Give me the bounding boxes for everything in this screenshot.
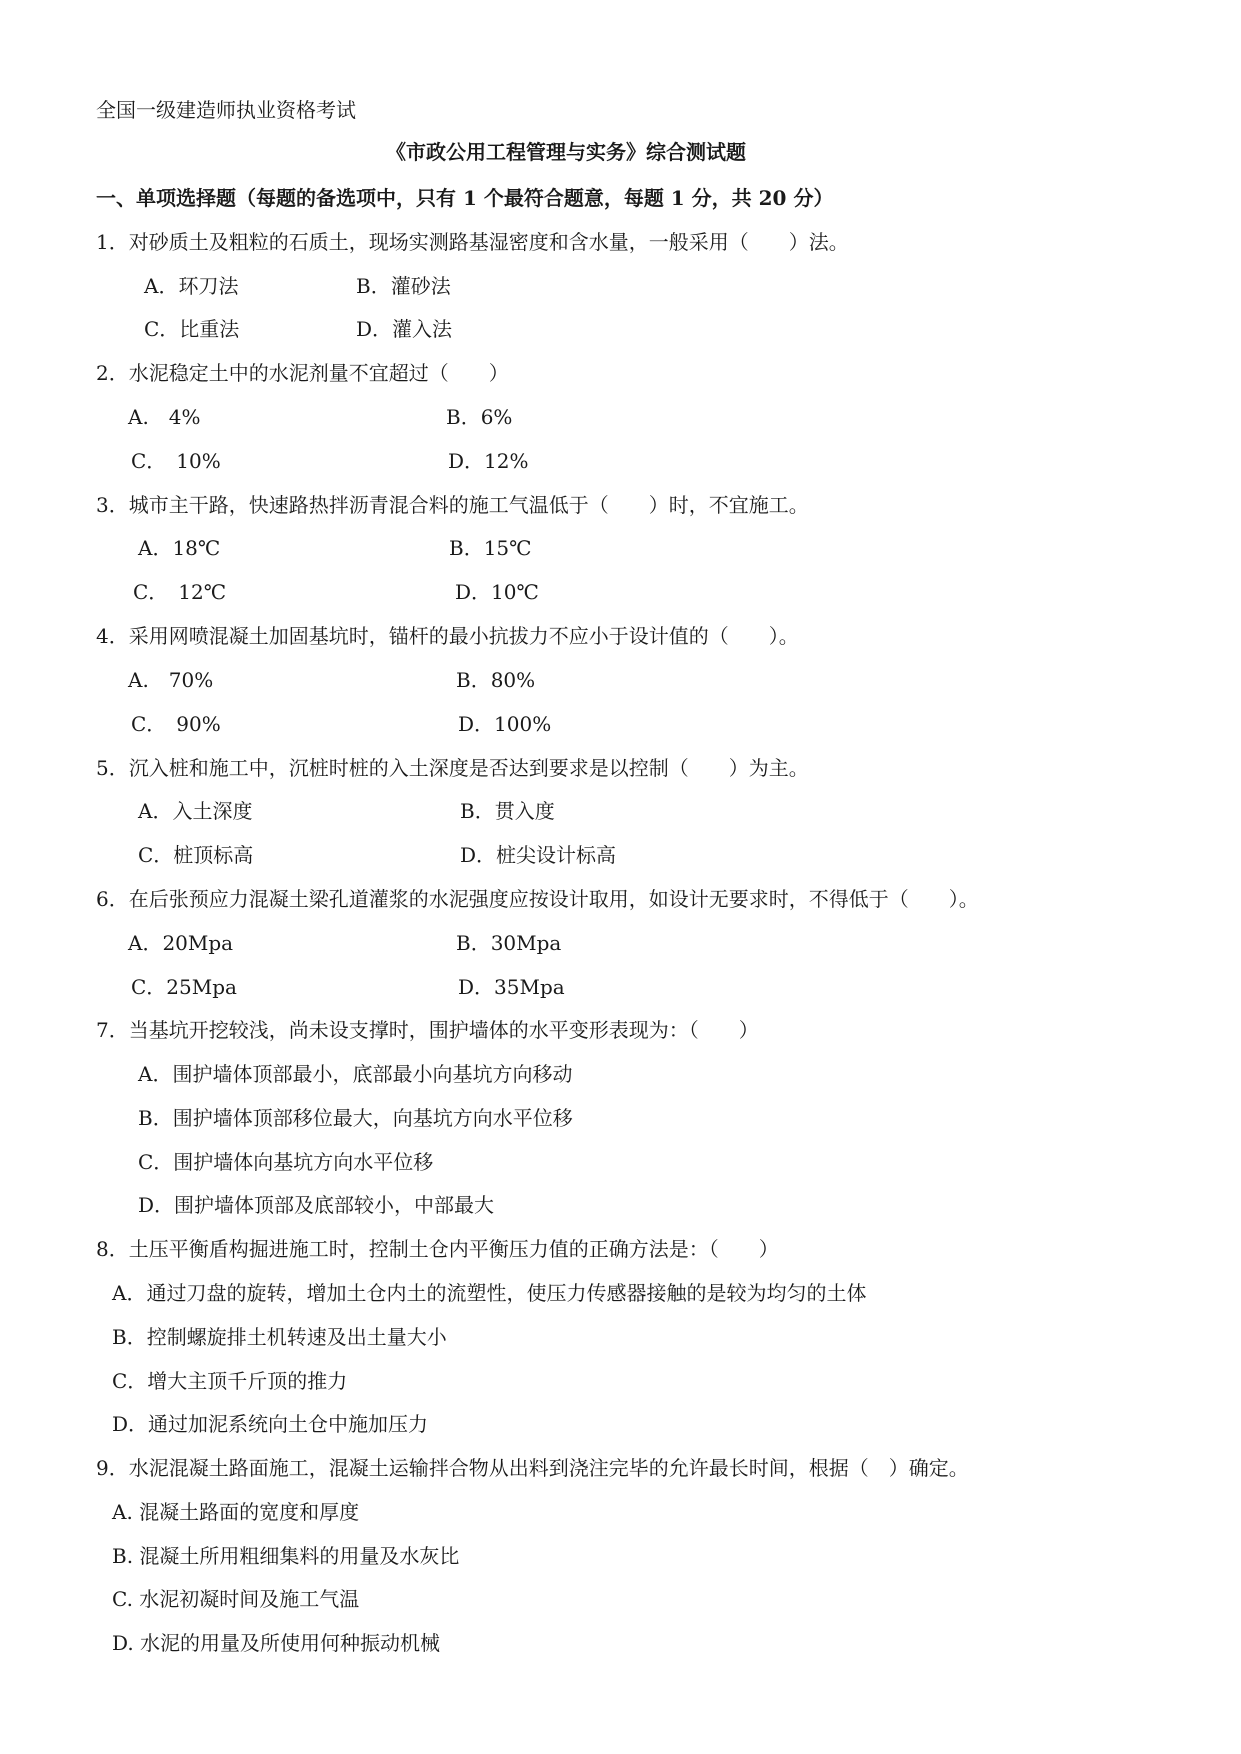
question-9-option-a: A. 混凝土路面的宽度和厚度 (112, 1500, 360, 1524)
question-4-option-a: A. 70% (128, 668, 214, 692)
question-4-option-d: D．100% (458, 712, 552, 736)
question-7-option-a: A．围护墙体顶部最小，底部最小向基坑方向移动 (138, 1062, 573, 1086)
question-5-option-c: C．桩顶标高 (138, 843, 254, 867)
question-7-option-b: B．围护墙体顶部移位最大，向基坑方向水平位移 (138, 1106, 573, 1130)
question-4-option-c: C． 90% (131, 712, 221, 736)
question-4-option-b: B．80% (456, 668, 536, 692)
question-9-stem: 9．水泥混凝土路面施工，混凝土运输拌合物从出料到浇注完毕的允许最长时间，根据（ ）确定。 (96, 1456, 969, 1480)
question-1-option-c: C．比重法 (144, 317, 240, 341)
question-3-option-c: C． 12℃ (133, 580, 227, 604)
question-8-stem: 8．土压平衡盾构掘进施工时，控制土仓内平衡压力值的正确方法是：（ ） (96, 1237, 779, 1261)
question-1-option-b: B．灌砂法 (356, 274, 451, 298)
question-1-stem: 1．对砂质土及粗粒的石质土，现场实测路基湿密度和含水量，一般采用（ ）法。 (96, 230, 849, 254)
question-1-option-a: A．环刀法 (144, 274, 239, 298)
question-6-option-d: D．35Mpa (458, 975, 565, 999)
question-6-option-a: A．20Mpa (128, 931, 234, 955)
question-5-option-a: A．入土深度 (138, 799, 253, 823)
question-2-option-b: B．6% (446, 405, 513, 429)
question-8-option-c: C．增大主顶千斤顶的推力 (112, 1369, 348, 1393)
question-3-option-b: B．15℃ (449, 536, 532, 560)
question-3-option-a: A．18℃ (138, 536, 221, 560)
question-2-option-c: C． 10% (131, 449, 221, 473)
question-7-option-d: D．围护墙体顶部及底部较小，中部最大 (138, 1193, 495, 1217)
question-9-option-b: B. 混凝土所用粗细集料的用量及水灰比 (112, 1544, 460, 1568)
question-7-stem: 7．当基坑开挖较浅，尚未设支撑时，围护墙体的水平变形表现为：（ ） (96, 1018, 759, 1042)
question-5-stem: 5．沉入桩和施工中，沉桩时桩的入土深度是否达到要求是以控制（ ）为主。 (96, 756, 809, 780)
question-8-option-b: B．控制螺旋排土机转速及出土量大小 (112, 1325, 447, 1349)
question-6-option-b: B．30Mpa (456, 931, 562, 955)
question-8-option-a: A．通过刀盘的旋转，增加土仓内土的流塑性，使压力传感器接触的是较为均匀的土体 (112, 1281, 867, 1305)
question-9-option-d: D. 水泥的用量及所使用何种振动机械 (112, 1631, 441, 1655)
question-3-option-d: D．10℃ (455, 580, 539, 604)
question-9-option-c: C. 水泥初凝时间及施工气温 (112, 1587, 360, 1611)
question-2-stem: 2．水泥稳定土中的水泥剂量不宜超过（ ） (96, 361, 509, 385)
section-heading: 一、单项选择题（每题的备选项中，只有 1 个最符合题意，每题 1 分，共 20 分） (96, 186, 834, 210)
question-6-stem: 6．在后张预应力混凝土梁孔道灌浆的水泥强度应按设计取用，如设计无要求时，不得低于（ ）。 (96, 887, 979, 911)
question-5-option-d: D．桩尖设计标高 (460, 843, 617, 867)
question-5-option-b: B．贯入度 (460, 799, 555, 823)
question-4-stem: 4．采用网喷混凝土加固基坑时，锚杆的最小抗拔力不应小于设计值的（ ）。 (96, 624, 799, 648)
question-2-option-d: D．12% (448, 449, 529, 473)
exam-name: 全国一级建造师执业资格考试 (96, 98, 356, 122)
page-title: 《市政公用工程管理与实务》综合测试题 (386, 140, 746, 164)
question-3-stem: 3．城市主干路，快速路热拌沥青混合料的施工气温低于（ ）时，不宜施工。 (96, 493, 809, 517)
question-2-option-a: A. 4% (128, 405, 201, 429)
question-6-option-c: C．25Mpa (131, 975, 237, 999)
question-7-option-c: C．围护墙体向基坑方向水平位移 (138, 1150, 434, 1174)
question-8-option-d: D．通过加泥系统向土仓中施加压力 (112, 1412, 429, 1436)
question-1-option-d: D．灌入法 (356, 317, 453, 341)
